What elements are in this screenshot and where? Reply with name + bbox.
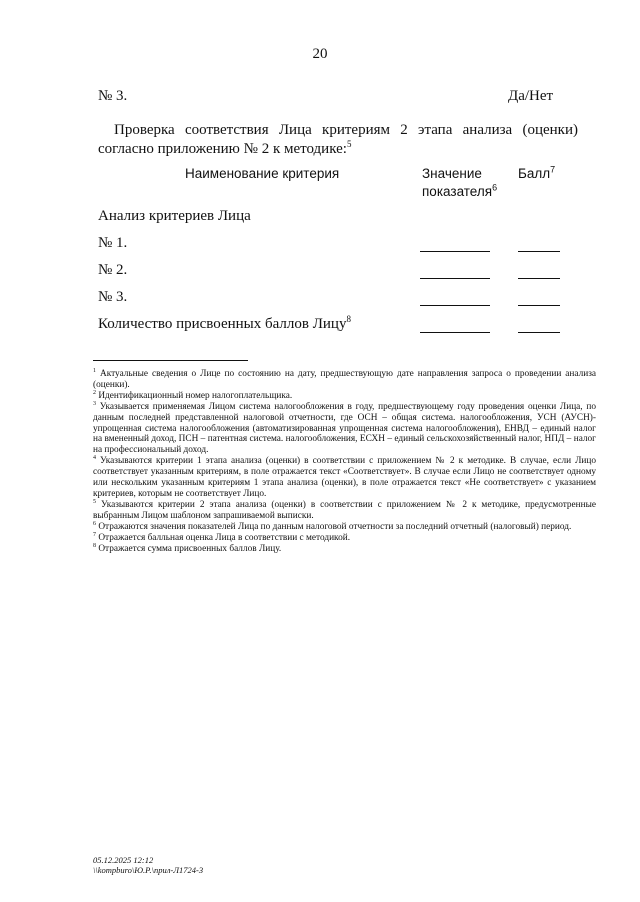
doc-number: № 3. bbox=[98, 88, 128, 104]
heading-text: Проверка соответствия Лица критериям 2 этапа анализа (оценки) согласно приложению № 2 к методике: bbox=[98, 122, 578, 157]
total-score-label-text: Количество присвоенных баллов Лицу bbox=[98, 316, 347, 332]
footnote-text: Указываются критерии 2 этапа анализа (оценки) в соответствии с приложением № 2 к методике, предусмотренные выбранным Лицом шаблоном запрашиваемой выписки. bbox=[93, 499, 596, 521]
footnote-text: Указывается применяемая Лицом система налогообложения в году, предшествующему году проведения оценки Лица, по данным последней представленной налоговой отчетности, где ОСН – общая система. налогообложения, УСН (АУСН)- упрощенная система налогообложения (автоматизированная упрощенная система налогообложения), ЕНВД – единый налог на вмененный доход, ПСН – патентная система. налогообложения, ЕСХН – единый сельскохозяйственный налог, НПД – налог на профессиональный доход. bbox=[93, 401, 596, 456]
footnote-text: Идентификационный номер налогоплательщика. bbox=[98, 390, 293, 401]
footnote-number: 6 bbox=[93, 520, 96, 527]
footnote bbox=[93, 500, 596, 522]
criteria-row-label: № 1. bbox=[98, 235, 128, 251]
footnote bbox=[93, 402, 596, 457]
footnote-text: Отражается сумма присвоенных баллов Лицу. bbox=[98, 543, 282, 554]
footnote bbox=[93, 544, 596, 555]
print-stamp bbox=[93, 855, 203, 875]
footnote bbox=[93, 522, 596, 533]
footnote-number: 8 bbox=[93, 542, 96, 549]
column-header-score bbox=[518, 165, 555, 183]
column-header-value-ref: 6 bbox=[492, 182, 498, 193]
criteria-row bbox=[98, 262, 578, 284]
footnote bbox=[93, 369, 596, 391]
value-blank-line bbox=[420, 251, 490, 252]
footnote bbox=[93, 391, 596, 402]
print-stamp-date: 05.12.2025 12:12 bbox=[93, 855, 154, 865]
score-blank-line bbox=[518, 251, 560, 252]
score-blank-line bbox=[518, 332, 560, 333]
total-score-label bbox=[98, 316, 351, 333]
footnote-number: 7 bbox=[93, 531, 96, 538]
footnote-text: Указываются критерии 1 этапа анализа (оценки) в соответствии с приложением № 2 к методике. В случае, если Лицо соответствует указанным критериям, в поле отражается текст «Соответствует». В случае если Лицо не соответствует одному или нескольким указанным критериям 1 этапа анализа (оценки), в поле отражается текст «Не соответствует» с указанием критериев, которым не соответствует Лицо. bbox=[93, 456, 596, 499]
total-score-ref: 8 bbox=[346, 314, 351, 324]
value-blank-line bbox=[420, 278, 490, 279]
footnote-text: Актуальные сведения о Лице по состоянию на дату, предшествующую дате направления запроса о проведении анализа (оценки). bbox=[93, 369, 597, 390]
column-header-name: Наименование критерия bbox=[185, 166, 340, 181]
section-heading bbox=[98, 121, 578, 159]
column-header-score-ref: 7 bbox=[550, 164, 556, 175]
criteria-row-label: № 3. bbox=[98, 289, 128, 305]
criteria-row-label: № 2. bbox=[98, 262, 128, 278]
page-number: 20 bbox=[312, 46, 328, 62]
yes-no-label: Да/Нет bbox=[508, 88, 554, 104]
footnote bbox=[93, 533, 596, 544]
score-blank-line bbox=[518, 278, 560, 279]
print-stamp-path: \\kompburo\Ю.Р.\прил-Л1724-3 bbox=[93, 865, 204, 875]
heading-footnote-ref: 5 bbox=[346, 139, 352, 149]
column-header-score-label: Балл bbox=[518, 166, 551, 181]
criteria-row bbox=[98, 289, 578, 311]
total-score-row bbox=[98, 316, 578, 338]
column-header-value-line1: Значение bbox=[422, 166, 482, 181]
footnote-text: Отражаются значения показателей Лица по данным налоговой отчетности за последний отчетный (налоговый) период. bbox=[98, 521, 572, 532]
value-blank-line bbox=[420, 332, 490, 333]
criteria-row bbox=[98, 235, 578, 257]
footnote-text: Отражается балльная оценка Лица в соответствии с методикой. bbox=[98, 532, 351, 543]
footnote-number: 1 bbox=[93, 367, 96, 374]
column-header-value bbox=[422, 165, 502, 201]
footnote-number: 3 bbox=[93, 400, 96, 407]
footnote-rule bbox=[93, 360, 248, 361]
footnote bbox=[93, 456, 596, 500]
criteria-section-title: Анализ критериев Лица bbox=[98, 208, 251, 224]
footnote-number: 4 bbox=[93, 455, 96, 462]
value-blank-line bbox=[420, 305, 490, 306]
footnote-number: 5 bbox=[93, 498, 96, 505]
score-blank-line bbox=[518, 305, 560, 306]
column-header-value-line2: показателя bbox=[422, 184, 493, 199]
footnotes bbox=[93, 369, 596, 554]
footnote-number: 2 bbox=[93, 389, 96, 396]
